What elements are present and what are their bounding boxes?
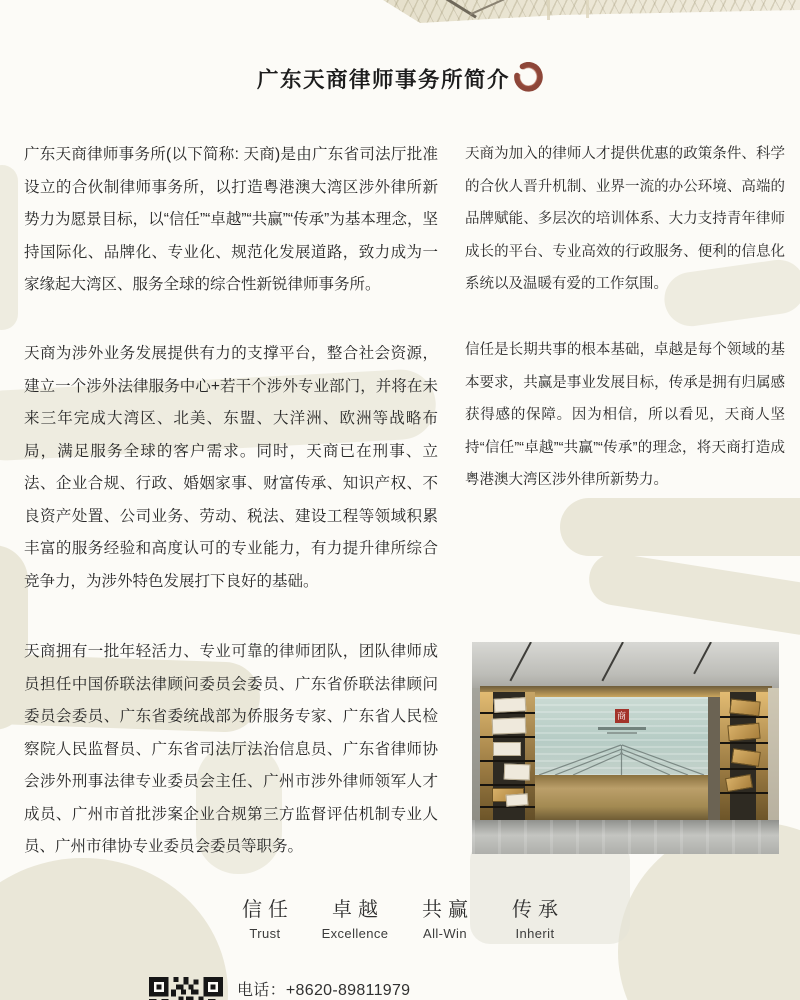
watermark-stroke xyxy=(560,498,800,556)
award-plaque xyxy=(493,742,521,756)
value-item-excellence xyxy=(312,893,398,941)
trophy-shelf-left xyxy=(480,692,535,820)
building-perspective-graphic xyxy=(535,735,708,775)
left-paragraph-2: 天商为涉外业务发展提供有力的支撑平台，整合社会资源，建立一个涉外法律服务中心+若干个涉外专业部门，并将在未来三年完成大湾区、北美、东盟、大洋洲、欧洲等战略布局，满足服务全球的客户需求。同时，天商已在刑事、立法、企业合规、行政、婚姻家事、财富传承、知识产权、不良资产处置、公司业务、劳动、税法、建设工程等领域积累丰富的服务经验和高度认可的专业能力，有力提升律所综合竞争力，为涉外特色发展打下良好的基础。 xyxy=(24,345,438,590)
value-en: All-Win xyxy=(423,926,467,941)
award-plaque xyxy=(494,697,527,713)
scan-edge-artifact xyxy=(0,0,800,26)
value-zh: 卓越 xyxy=(332,899,384,921)
value-en: Inherit xyxy=(515,926,555,941)
left-paragraph-1: 广东天商律师事务所(以下简称: 天商)是由广东省司法厅批准设立的合伙制律师事务所，以打造粤港澳大湾区涉外律所新势力为愿景目标，以“信任”“卓越”“共赢”“传承”为基本理念，坚持国际化、品牌化、专业化、规范化发展道路，致力成为一家缘起大湾区、服务全球的综合性新锐律师事务所。 xyxy=(24,146,438,293)
right-paragraph-2: 信任是长期共事的根本基础，卓越是每个领域的基本要求，共赢是事业发展目标，传承是拥有归属感获得感的保障。因为相信，所以看见，天商人坚持“信任”“卓越”“共赢”“传承”的理念，将天商打造成粤港澳大湾区涉外律所新势力。 xyxy=(465,342,785,488)
value-zh: 传承 xyxy=(512,899,564,921)
phone-number: 电话：+8620-89811979 xyxy=(237,982,411,999)
value-item-inherit xyxy=(492,893,578,941)
side-wall xyxy=(472,688,480,820)
brush-circle-icon xyxy=(512,62,543,95)
award-plaque xyxy=(506,793,529,807)
value-item-trust xyxy=(222,893,308,941)
watermark-stroke xyxy=(0,165,18,330)
photo-floor xyxy=(472,820,779,854)
firm-logo-mark xyxy=(615,709,629,723)
core-values-row xyxy=(0,893,800,941)
right-paragraph-1: 天商为加入的律师人才提供优惠的政策条件、科学的合伙人晋升机制、业界一流的办公环境、高端的品牌赋能、多层次的培训体系、大力支持青年律师成长的平台、专业高效的行政服务、便利的信息化系统以及温暖有爱的工作氛围。 xyxy=(465,146,785,292)
page-title: 广东天商律师事务所简介 xyxy=(256,67,510,92)
value-en: Excellence xyxy=(321,926,389,941)
logo-glyph: 商 xyxy=(616,710,626,721)
track-light xyxy=(601,642,623,681)
award-plaque xyxy=(727,723,760,742)
title-row xyxy=(0,60,800,96)
office-lobby-photo xyxy=(472,642,779,854)
value-en: Trust xyxy=(249,926,281,941)
logo-caption-line xyxy=(598,727,646,730)
award-plaque xyxy=(729,698,760,716)
bronze-panel xyxy=(535,775,708,820)
award-plaque xyxy=(492,717,527,734)
track-light xyxy=(509,642,531,681)
scan-edge-artifact xyxy=(547,0,550,20)
award-plaque xyxy=(725,774,753,792)
value-item-allwin xyxy=(402,893,488,941)
photo-ceiling xyxy=(472,642,779,688)
award-plaque xyxy=(731,748,761,767)
value-zh: 共赢 xyxy=(422,899,474,921)
led-screen xyxy=(535,697,708,775)
value-zh: 信任 xyxy=(242,899,294,921)
track-light xyxy=(693,642,712,674)
qr-code-icon xyxy=(149,977,223,1000)
scan-edge-artifact xyxy=(586,0,589,18)
watermark-stroke xyxy=(585,550,800,639)
trophy-shelf-right xyxy=(720,692,768,820)
logo-caption-line xyxy=(607,732,637,734)
award-plaque xyxy=(504,764,531,781)
side-wall xyxy=(768,688,779,820)
left-paragraph-3: 天商拥有一批年轻活力、专业可靠的律师团队，团队律师成员担任中国侨联法律顾问委员会委员、广东省侨联法律顾问委员会委员、广东省委统战部为侨服务专家、广东省人民检察院人民监督员、广东省司法厅法治信息员、广东省律师协会涉外刑事法律专业委员会主任、广州市涉外律师领军人才成员、广州市首批涉案企业合规第三方监督评估机制专业人员、广州市律协专业委员会委员等职务。 xyxy=(24,643,438,855)
